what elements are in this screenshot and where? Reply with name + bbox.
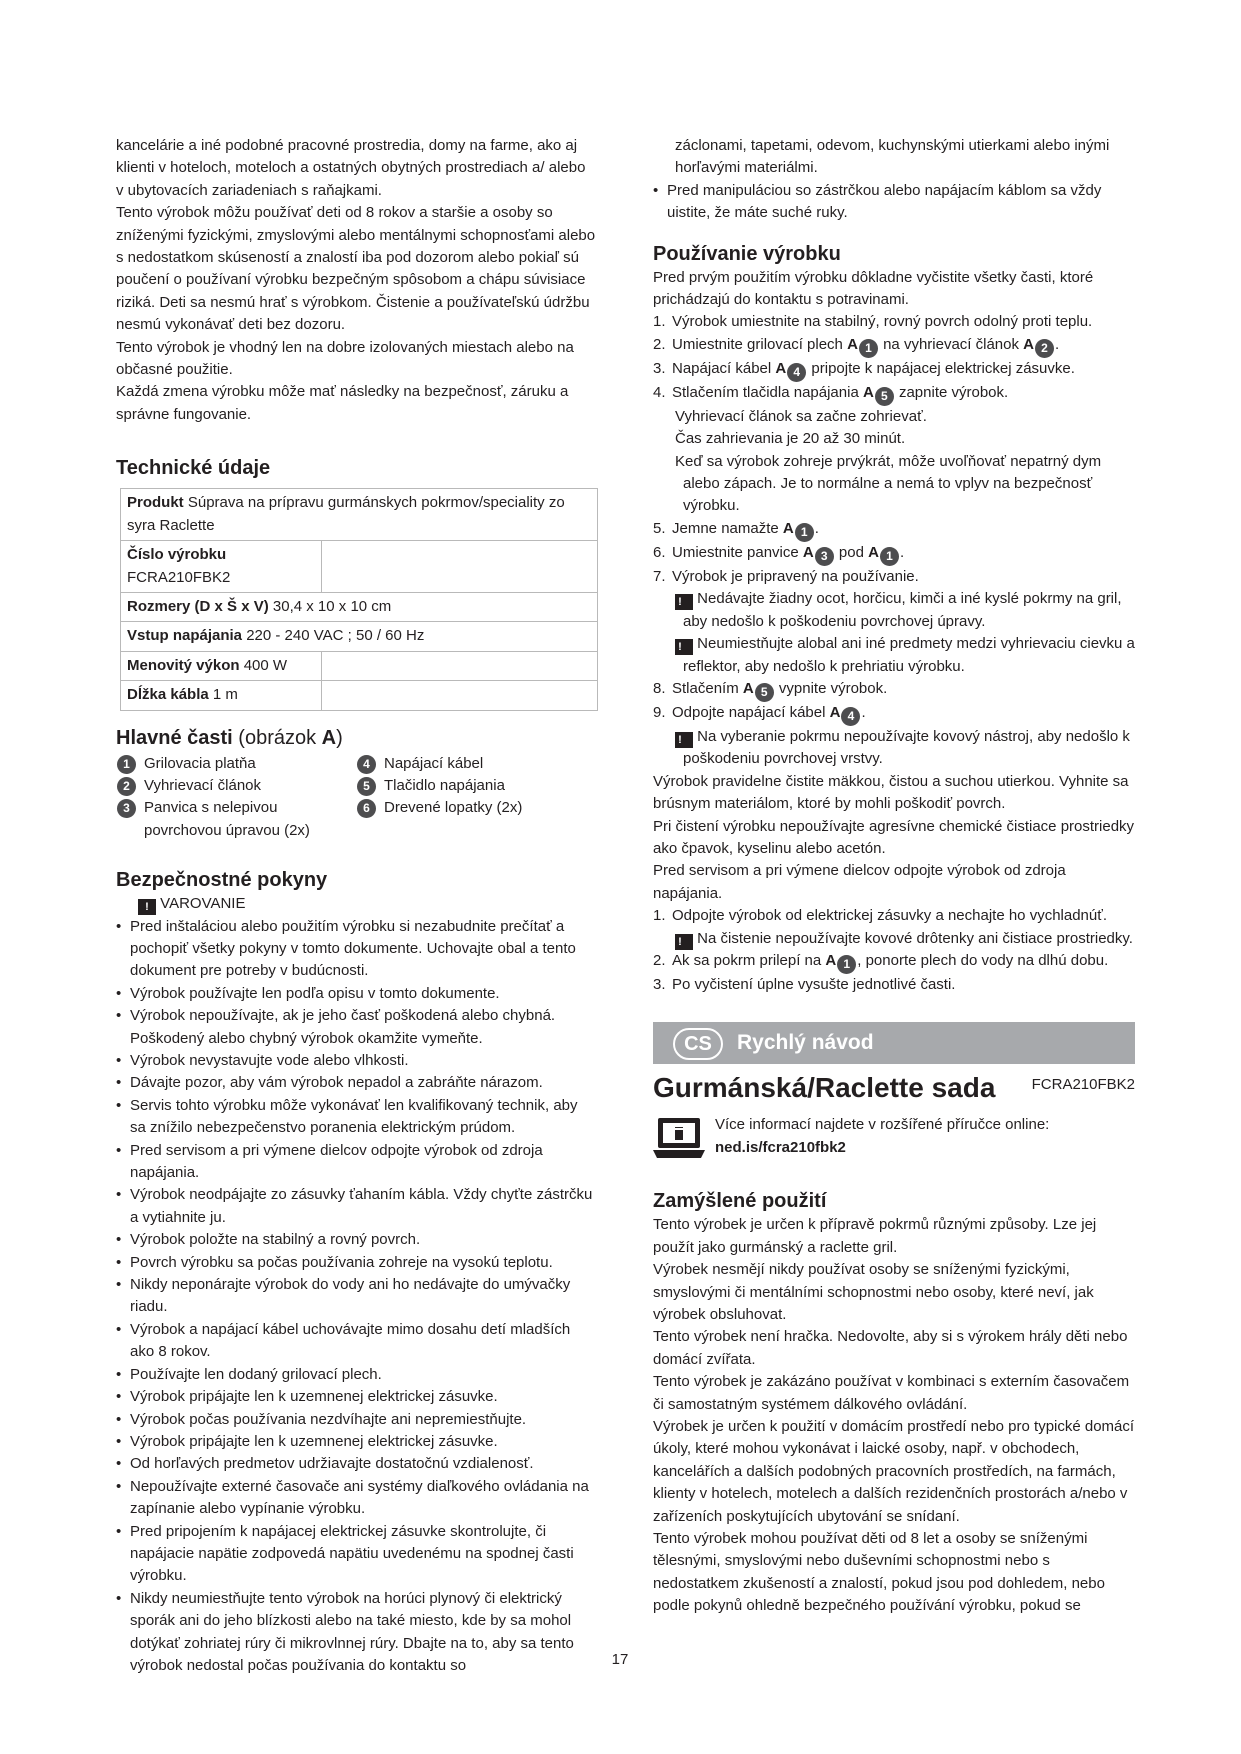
cs-header	[653, 1070, 1135, 1110]
intended-paragraph: Tento výrobek není hračka. Nedovolte, aby si s výrokem hrály děti nebo domácí zvířata.	[653, 1328, 1128, 1368]
number-badge: 1	[880, 547, 899, 566]
tech-specs-heading: Technické údaje	[116, 457, 271, 480]
spec-cell	[321, 651, 597, 680]
safety-heading: Bezpečnostné pokyny	[116, 869, 328, 892]
number-badge: 6	[357, 799, 376, 818]
intended-paragraph: Tento výrobek je určen k přípravě pokrmů různými způsoby. Lze jej použít jako gurmánský a raclette gril.	[653, 1216, 1097, 1256]
list-item: 3. Po vyčistení úplne vysušte jednotlivé časti.	[653, 975, 956, 993]
warning-icon: !	[675, 594, 693, 610]
intro-paragraph: Tento výrobok je vhodný len na dobre izolovaných miestach alebo na občasné použitie.	[116, 338, 574, 379]
warning-line: ! VAROVANIE	[116, 893, 596, 915]
usage-intro: Pred prvým použitím výrobku dôkladne vyčistite všetky časti, ktoré prichádzajú do kontaktu s potravinami.	[653, 268, 1094, 309]
list-item: • Pred servisom a pri výmene dielcov odpojte výrobok od zdroja napájania.	[116, 1140, 596, 1185]
warning-icon: !	[138, 899, 156, 915]
number-badge: 1	[859, 339, 878, 358]
step-note: Čas zahrievania je 20 až 30 minút.	[675, 430, 906, 448]
list-item: • Výrobok nevystavujte vode alebo vlhkosti.	[116, 1050, 596, 1072]
list-item: • Výrobok počas používania nezdvíhajte ani nepremiestňujte.	[116, 1409, 596, 1431]
list-item: • Výrobok pripájajte len k uzemnenej elektrickej zásuvke.	[116, 1431, 596, 1453]
cleaning-paragraph: Pri čistení výrobku nepoužívajte agresívne chemické čistiace prostriedky ako čpavok, kyselinu alebo acetón.	[653, 817, 1135, 857]
number-badge: 2	[117, 777, 136, 796]
cleaning-paragraph: Výrobok pravidelne čistite mäkkou, čistou a suchou utierkou. Vyhnite sa brúsnym materiálom, ktoré by mohli poškodiť povrch.	[653, 772, 1129, 813]
list-item: 1 Grilovacia platňa	[116, 753, 356, 775]
spec-cell	[321, 681, 597, 710]
warning-icon: !	[675, 639, 693, 655]
spec-cell: Dĺžka kábla 1 m	[121, 681, 322, 710]
list-item: 9. Odpojte napájací kábel A 4 .	[653, 702, 1135, 726]
list-item: • Dávajte pozor, aby vám výrobok nepadol a zabráňte nárazom.	[116, 1072, 596, 1094]
parts-list	[116, 753, 596, 843]
list-item: 1. Výrobok umiestnite na stabilný, rovný povrch odolný proti teplu.	[653, 313, 1093, 331]
list-item: • Od horľavých predmetov udržiavajte dostatočnú vzdialenosť.	[116, 1453, 596, 1475]
intended-paragraph: Tento výrobek mohou používat děti od 8 let a osoby se sníženými tělesnými, smyslovými nebo duševními schopnostmi nebo s nedostatkem zkušeností a znalostí, pokud jsou pod dohledem, nebo podle pokynů ohledně bezpečného používání výrobku, pokud se	[653, 1530, 1105, 1615]
usage-steps	[653, 678, 1135, 726]
number-badge: 4	[357, 755, 376, 774]
intro-paragraph: kancelárie a iné podobné pracovné prostredia, domy na farme, ako aj klienti v hoteloch, moteloch a ostatných obytných prostrediach a/ alebo v ubytovacích zariadeniach s raňajkami.	[116, 137, 586, 199]
spec-cell: Vstup napájania 220 - 240 VAC ; 50 / 60 Hz	[121, 622, 598, 651]
safety-list-continued	[653, 180, 1135, 225]
list-item: • Výrobok nepoužívajte, ak je jeho časť poškodená alebo chybná. Poškodený alebo chybný výrobok okamžite vymeňte.	[116, 1005, 596, 1050]
list-item: • Používajte len dodaný grilovací plech.	[116, 1364, 596, 1386]
list-item: 2 Vyhrievací článok	[116, 775, 356, 797]
table-row	[121, 541, 598, 593]
usage-steps	[653, 311, 1135, 405]
number-badge: 5	[357, 777, 376, 796]
list-item: 5 Tlačidlo napájania	[356, 775, 596, 797]
number-badge: 4	[841, 707, 860, 726]
table-row	[121, 592, 598, 621]
list-item: • Povrch výrobku sa počas používania zohreje na vysokú teplotu.	[116, 1252, 596, 1274]
list-item: • Výrobok pripájajte len k uzemnenej elektrickej zásuvke.	[116, 1386, 596, 1408]
warning-note: ! Na čistenie nepoužívajte kovové drôtenky ani čistiace prostriedky.	[653, 928, 1135, 950]
intro-paragraph: Tento výrobok môžu používať deti od 8 rokov a staršie a osoby so zníženými fyzickými, zmyslovými alebo mentálnymi schopnosťami alebo s nedostatkom skúseností a znalostí iba pod dozorom alebo pokiaľ sú poučení o používaní výrobku bezpečným spôsobom a chápu súvisiace riziká. Deti sa nesmú hrať s výrobkom. Čistenie a používateľskú údržbu nesmú vykonávať deti bez dozoru.	[116, 204, 596, 334]
warning-icon: !	[675, 934, 693, 950]
main-parts-heading: Hlavné časti (obrázok A)	[116, 726, 343, 749]
list-item: 6. Umiestnite panvice A 3 pod A 1 .	[653, 542, 1135, 566]
list-item: • Pred inštaláciou alebo použitím výrobku si nezabudnite prečítať a pochopiť všetky pokyny v tomto dokumente. Uchovajte obal a tento dokument pre potreby v budúcnosti.	[116, 916, 596, 983]
page-number: 17	[611, 1651, 629, 1668]
quick-guide-bar	[653, 1022, 1135, 1064]
intended-use-heading: Zamýšlené použití	[653, 1190, 827, 1213]
intended-paragraph: Tento výrobek je zakázáno používat v kombinaci s externím časovačem či samostatným systémem dálkového ovládání.	[653, 1373, 1130, 1413]
online-manual-link[interactable]: ned.is/fcra210fbk2	[715, 1138, 846, 1156]
tech-specs-table	[120, 488, 598, 710]
number-badge: 5	[875, 387, 894, 406]
list-item: • Výrobok neodpájajte zo zásuvky ťahaním kábla. Vždy chyťte zástrčku a vytiahnite ju.	[116, 1184, 596, 1229]
intro-paragraph: Každá zmena výrobku môže mať následky na bezpečnosť, záruku a správne fungovanie.	[116, 383, 569, 423]
list-item: • Výrobok položte na stabilný a rovný povrch.	[116, 1229, 596, 1251]
list-item: • Pred manipuláciou so zástrčkou alebo napájacím káblom sa vždy uistite, že máte suché ruky.	[653, 180, 1135, 225]
number-badge: 5	[755, 683, 774, 702]
list-item: • Nikdy neponárajte výrobok do vody ani ho nedávajte do umývačky riadu.	[116, 1274, 596, 1319]
list-item: • Nepoužívajte externé časovače ani systémy diaľkového ovládania na zapínanie alebo vypínanie výrobku.	[116, 1476, 596, 1521]
list-item: 1. Odpojte výrobok od elektrickej zásuvky a nechajte ho vychladnúť.	[653, 907, 1108, 925]
list-item: • Výrobok a napájací kábel uchovávajte mimo dosahu detí mladších ako 8 rokov.	[116, 1319, 596, 1364]
number-badge: 1	[795, 523, 814, 542]
spec-cell: Rozmery (D x Š x V) 30,4 x 10 x 10 cm	[121, 592, 598, 621]
warning-note: ! Na vyberanie pokrmu nepoužívajte kovový nástroj, aby nedošlo k poškodeniu povrchovej vrstvy.	[653, 726, 1135, 771]
list-item: 2. Umiestnite grilovací plech A 1 na vyhrievací článok A 2 .	[653, 334, 1135, 358]
quick-guide-title: Rychlý návod	[737, 1031, 874, 1055]
step-note: Keď sa výrobok zohreje prvýkrát, môže uvoľňovať nepatrný dym alebo zápach. Je to normálne a nemá to vplyv na bezpečnosť výrobku.	[675, 452, 1102, 515]
usage-heading: Používanie výrobku	[653, 242, 841, 265]
number-badge: 3	[815, 547, 834, 566]
intended-paragraph: Výrobek nesmějí nikdy používat osoby se sníženými fyzickými, smyslovými či mentálními schopnostmi nebo osoby, které neví, jak výrobek obsluhovat.	[653, 1261, 1094, 1323]
cleaning-paragraph: Pred servisom a pri výmene dielcov odpojte výrobok od zdroja napájania.	[653, 862, 1066, 902]
number-badge: 4	[787, 363, 806, 382]
laptop-info-icon	[653, 1116, 705, 1160]
usage-steps	[653, 518, 1135, 588]
online-text: Více informací najdete v rozšířené příručce online:	[715, 1116, 1050, 1134]
list-item: 3. Napájací kábel A 4 pripojte k napájacej elektrickej zásuvke.	[653, 358, 1135, 382]
list-item: 6 Drevené lopatky (2x)	[356, 797, 596, 819]
right-column	[653, 135, 1135, 1618]
list-item: 5. Jemne namažte A 1 .	[653, 518, 1135, 542]
warning-note: ! Nedávajte žiadny ocot, horčicu, kimči a iné kyslé pokrmy na gril, aby nedošlo k poškodeniu povrchovej úpravy.	[653, 588, 1135, 633]
cleaning-steps	[653, 905, 1135, 927]
list-item: 4. Stlačením tlačidla napájania A 5 zapnite výrobok.	[653, 382, 1135, 406]
number-badge: 1	[117, 755, 136, 774]
spec-cell: Číslo výrobku FCRA210FBK2	[121, 541, 322, 593]
list-item: 3 Panvica s nelepivou povrchovou úpravou (2x)	[116, 797, 356, 842]
step-note: Vyhrievací článok sa začne zohrievať.	[675, 407, 927, 425]
continued-text: záclonami, tapetami, odevom, kuchynskými utierkami alebo inými horľavými materiálmi.	[675, 137, 1110, 177]
number-badge: 3	[117, 799, 136, 818]
list-item: 8. Stlačením A 5 vypnite výrobok.	[653, 678, 1135, 702]
table-row	[121, 681, 598, 710]
list-item: • Servis tohto výrobku môže vykonávať len kvalifikovaný technik, aby sa znížilo nebezpečenstvo poranenia elektrickým prúdom.	[116, 1095, 596, 1140]
list-item: • Pred pripojením k napájacej elektrickej zásuvke skontrolujte, či napájacie napätie zodpovedá napätiu uvedenému na spodnej časti výrobku.	[116, 1521, 596, 1588]
spec-cell	[321, 541, 597, 593]
spec-cell: Produkt Súprava na prípravu gurmánskych pokrmov/speciality zo syra Raclette	[121, 489, 598, 541]
safety-list	[116, 916, 596, 1678]
spec-cell: Menovitý výkon 400 W	[121, 651, 322, 680]
language-badge: CS	[673, 1028, 723, 1060]
left-column	[116, 135, 596, 1677]
cleaning-steps	[653, 950, 1135, 996]
list-item: 4 Napájací kábel	[356, 753, 596, 775]
list-item: • Výrobok používajte len podľa opisu v tomto dokumente.	[116, 983, 596, 1005]
list-item: 2. Ak sa pokrm prilepí na A 1 , ponorte plech do vody na dlhú dobu.	[653, 950, 1135, 974]
intended-paragraph: Výrobek je určen k použití v domácím prostředí nebo pro typické domácí úkoly, které mohou vykonávat i laické osoby, např. v obchodech, kancelářích a dalších podobných pracovních prostředích, na farmách, klienty v hotelech, motelech a dalších rezidenčních prostorách a/nebo v zařízeních poskytujících ubytování se snídaní.	[653, 1418, 1135, 1525]
table-row	[121, 651, 598, 680]
table-row	[121, 622, 598, 651]
list-item: 7. Výrobok je pripravený na používanie.	[653, 567, 919, 585]
warning-note: ! Neumiestňujte alobal ani iné predmety medzi vyhrievaciu cievku a reflektor, aby nedošlo k prehriatiu výrobku.	[653, 633, 1135, 678]
warning-icon: !	[675, 732, 693, 748]
cs-product-code: FCRA210FBK2	[1031, 1076, 1135, 1094]
table-row	[121, 489, 598, 541]
online-manual-info	[653, 1114, 1135, 1166]
list-item: • Nikdy neumiestňujte tento výrobok na horúci plynový či elektrický sporák ani do jeho blízkosti alebo na také miesto, kde by sa mohol dotýkať zohriatej rúry či mikrovlnnej rúry. Dbajte na to, aby sa tento výrobok nedostal počas používania do kontaktu so	[116, 1588, 596, 1678]
number-badge: 2	[1035, 339, 1054, 358]
number-badge: 1	[837, 955, 856, 974]
cs-product-title: Gurmánská/Raclette sada	[653, 1072, 996, 1104]
